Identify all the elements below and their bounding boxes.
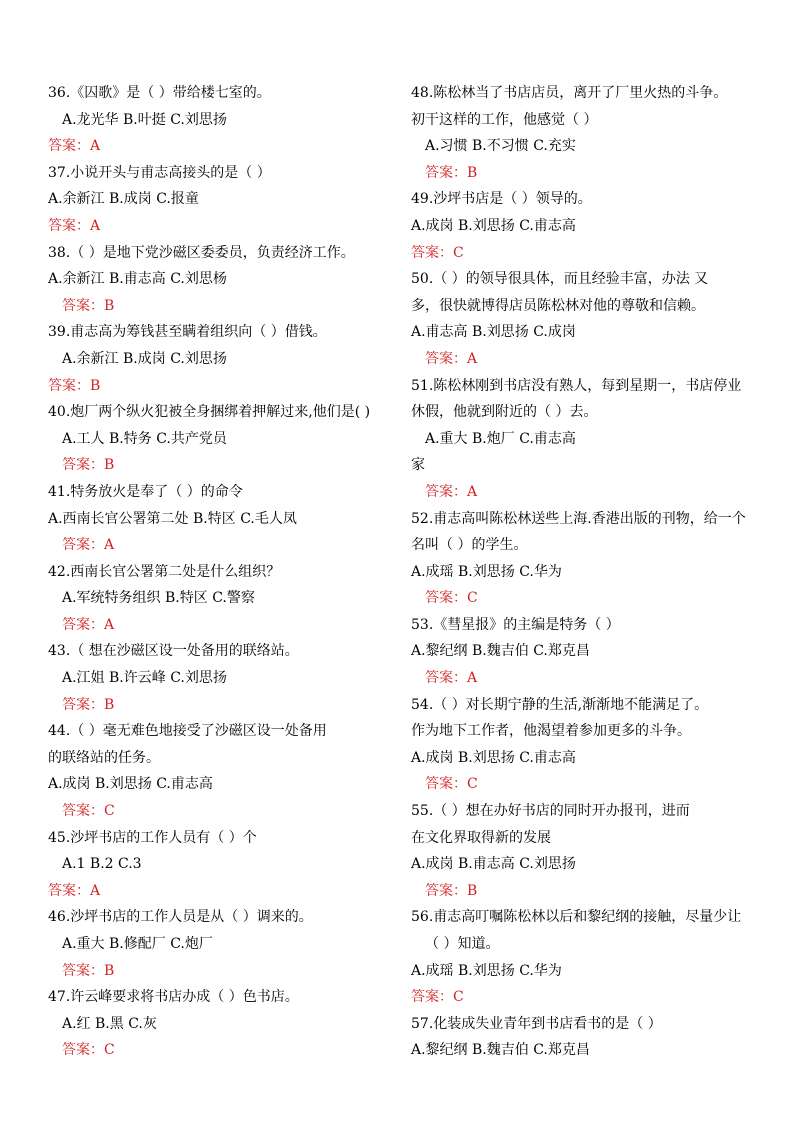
options-line: A.重大 B.炮厂 C.甫志高 bbox=[425, 430, 576, 447]
options-line: （ ）知道。 bbox=[425, 936, 500, 952]
question-line: 初干这样的工作，他感觉（ ） bbox=[411, 111, 598, 128]
question-line: 54.（ ）对长期宁静的生活,渐渐地不能满足了。 bbox=[411, 696, 709, 713]
options-line: A.成瑶 B.刘思扬 C.华为 bbox=[411, 563, 562, 580]
question-line: 51.陈松林刚到书店没有熟人，每到星期一，书店停业 bbox=[411, 377, 742, 394]
answer-line: 答案：B bbox=[62, 962, 115, 979]
question-line: 46.沙坪书店的工作人员是从（ ）调来的。 bbox=[48, 909, 313, 926]
options-line: A.江姐 B.许云峰 C.刘思扬 bbox=[62, 670, 227, 687]
options-line: A.成岗 B.刘思扬 C.甫志高 bbox=[48, 776, 213, 793]
answer-line: 答案：C bbox=[62, 1042, 115, 1059]
answer-line: 答案：B bbox=[48, 377, 101, 394]
question-line: 42.西南长官公署第二处是什么组织？ bbox=[48, 563, 281, 580]
question-line: 57.化装成失业青年到书店看书的是（ ） bbox=[411, 1015, 662, 1032]
question-line: 56.甫志高叮嘱陈松林以后和黎纪纲的接触，尽量少让 bbox=[411, 909, 742, 926]
options-line: A.余新江 B.甫志高 C.刘思杨 bbox=[48, 271, 227, 288]
question-line: 50.（ ）的领导很具体，而且经验丰富，办法 又 bbox=[411, 271, 709, 288]
question-line: 45.沙坪书店的工作人员有（ ）个 bbox=[48, 829, 257, 846]
answer-line: 答案：A bbox=[425, 670, 478, 687]
answer-line: 答案：C bbox=[62, 803, 115, 820]
options-line: A.军统特务组织 B.特区 C.警察 bbox=[62, 590, 255, 607]
options-line: A.甫志高 B.刘思扬 C.成岗 bbox=[411, 324, 576, 341]
answer-line: 答案：C bbox=[425, 590, 478, 607]
question-line: 的联络站的任务。 bbox=[48, 749, 160, 766]
options-line: A.龙光华 B.叶挺 C.刘思扬 bbox=[62, 111, 227, 128]
question-line: 作为地下工作者，他渴望着参加更多的斗争。 bbox=[411, 723, 691, 740]
question-line: 39.甫志高为筹钱甚至瞒着组织向（ ）借钱。 bbox=[48, 324, 327, 341]
answer-line: 答案：A bbox=[48, 882, 101, 899]
right-column bbox=[411, 80, 759, 1064]
question-line: 55.（ ）想在办好书店的同时开办报刊，进而 bbox=[411, 803, 690, 820]
options-line: A.成岗 B.刘思扬 C.甫志高 bbox=[411, 749, 576, 766]
options-line: A.成岗 B.刘思扬 C.甫志高 bbox=[411, 217, 576, 234]
answer-line: 答案：A bbox=[48, 138, 101, 155]
options-line: A.余新江 B.成岗 C.报童 bbox=[48, 191, 199, 208]
answer-line: 答案：C bbox=[411, 244, 464, 261]
question-line: 43.（ 想在沙磁区设一处备用的联络站。 bbox=[48, 643, 299, 660]
options-line: A.西南长官公署第二处 B.特区 C.毛人凤 bbox=[48, 510, 297, 527]
options-line: A.工人 B.特务 C.共产党员 bbox=[62, 430, 227, 447]
answer-line: 答案：A bbox=[62, 616, 115, 633]
options-line: A.黎纪纲 B.魏吉伯 C.郑克昌 bbox=[411, 1042, 590, 1059]
question-line: 36.《囚歌》是（ ）带给楼七室的。 bbox=[48, 85, 271, 101]
options-line: A.红 B.黑 C.灰 bbox=[62, 1015, 157, 1032]
left-column bbox=[48, 80, 396, 1064]
options-line: A.黎纪纲 B.魏吉伯 C.郑克昌 bbox=[411, 643, 590, 660]
question-line: 52.甫志高叫陈松林送些上海.香港出版的刊物，给一个 bbox=[411, 510, 746, 527]
question-line: 48.陈松林当了书店店员，离开了厂里火热的斗争。 bbox=[411, 85, 728, 101]
question-line: 49.沙坪书店是（ ）领导的。 bbox=[411, 191, 592, 208]
answer-line: 答案：A bbox=[48, 217, 101, 234]
question-line: 多，很快就博得店员陈松林对他的尊敬和信赖。 bbox=[411, 297, 705, 314]
question-line: 38.（ ）是地下党沙磁区委委员，负责经济工作。 bbox=[48, 244, 355, 261]
options-line: A.习惯 B.不习惯 C.充实 bbox=[425, 138, 576, 155]
question-line: 37.小说开头与甫志高接头的是（ ） bbox=[48, 164, 271, 181]
options-line: A.成岗 B.甫志高 C.刘思扬 bbox=[411, 856, 576, 873]
answer-line: 答案：B bbox=[62, 457, 115, 474]
question-line: 家 bbox=[411, 457, 425, 474]
answer-line: 答案：B bbox=[425, 882, 478, 899]
question-line: 47.许云峰要求将书店办成（ ）色书店。 bbox=[48, 989, 299, 1006]
answer-line: 答案：B bbox=[62, 696, 115, 713]
answer-line: 答案：C bbox=[425, 776, 478, 793]
question-line: 休假，他就到附近的（ ）去。 bbox=[411, 404, 598, 421]
answer-line: 答案：B bbox=[425, 164, 478, 181]
answer-line: 答案：A bbox=[62, 537, 115, 554]
question-line: 40.炮厂两个纵火犯被全身捆绑着押解过来,他们是( ) bbox=[48, 404, 371, 421]
answer-line: 答案：B bbox=[62, 297, 115, 314]
question-line: 44.（ ）毫无难色地接受了沙磁区设一处备用 bbox=[48, 723, 327, 740]
options-line: A.成瑶 B.刘思扬 C.华为 bbox=[411, 962, 562, 979]
options-line: A.余新江 B.成岗 C.刘思扬 bbox=[62, 350, 227, 367]
options-line: A.1 B.2 C.3 bbox=[62, 856, 142, 873]
options-line: A.重大 B.修配厂 C.炮厂 bbox=[62, 936, 213, 952]
question-line: 41.特务放火是奉了（ ）的命令 bbox=[48, 483, 243, 500]
question-line: 53.《彗星报》的主编是特务（ ） bbox=[411, 616, 620, 633]
answer-line: 答案：C bbox=[411, 989, 464, 1006]
answer-line: 答案：A bbox=[425, 483, 478, 500]
question-line: 名叫（ ）的学生。 bbox=[411, 537, 528, 554]
answer-line: 答案：A bbox=[425, 350, 478, 367]
question-line: 在文化界取得新的发展 bbox=[411, 829, 551, 846]
